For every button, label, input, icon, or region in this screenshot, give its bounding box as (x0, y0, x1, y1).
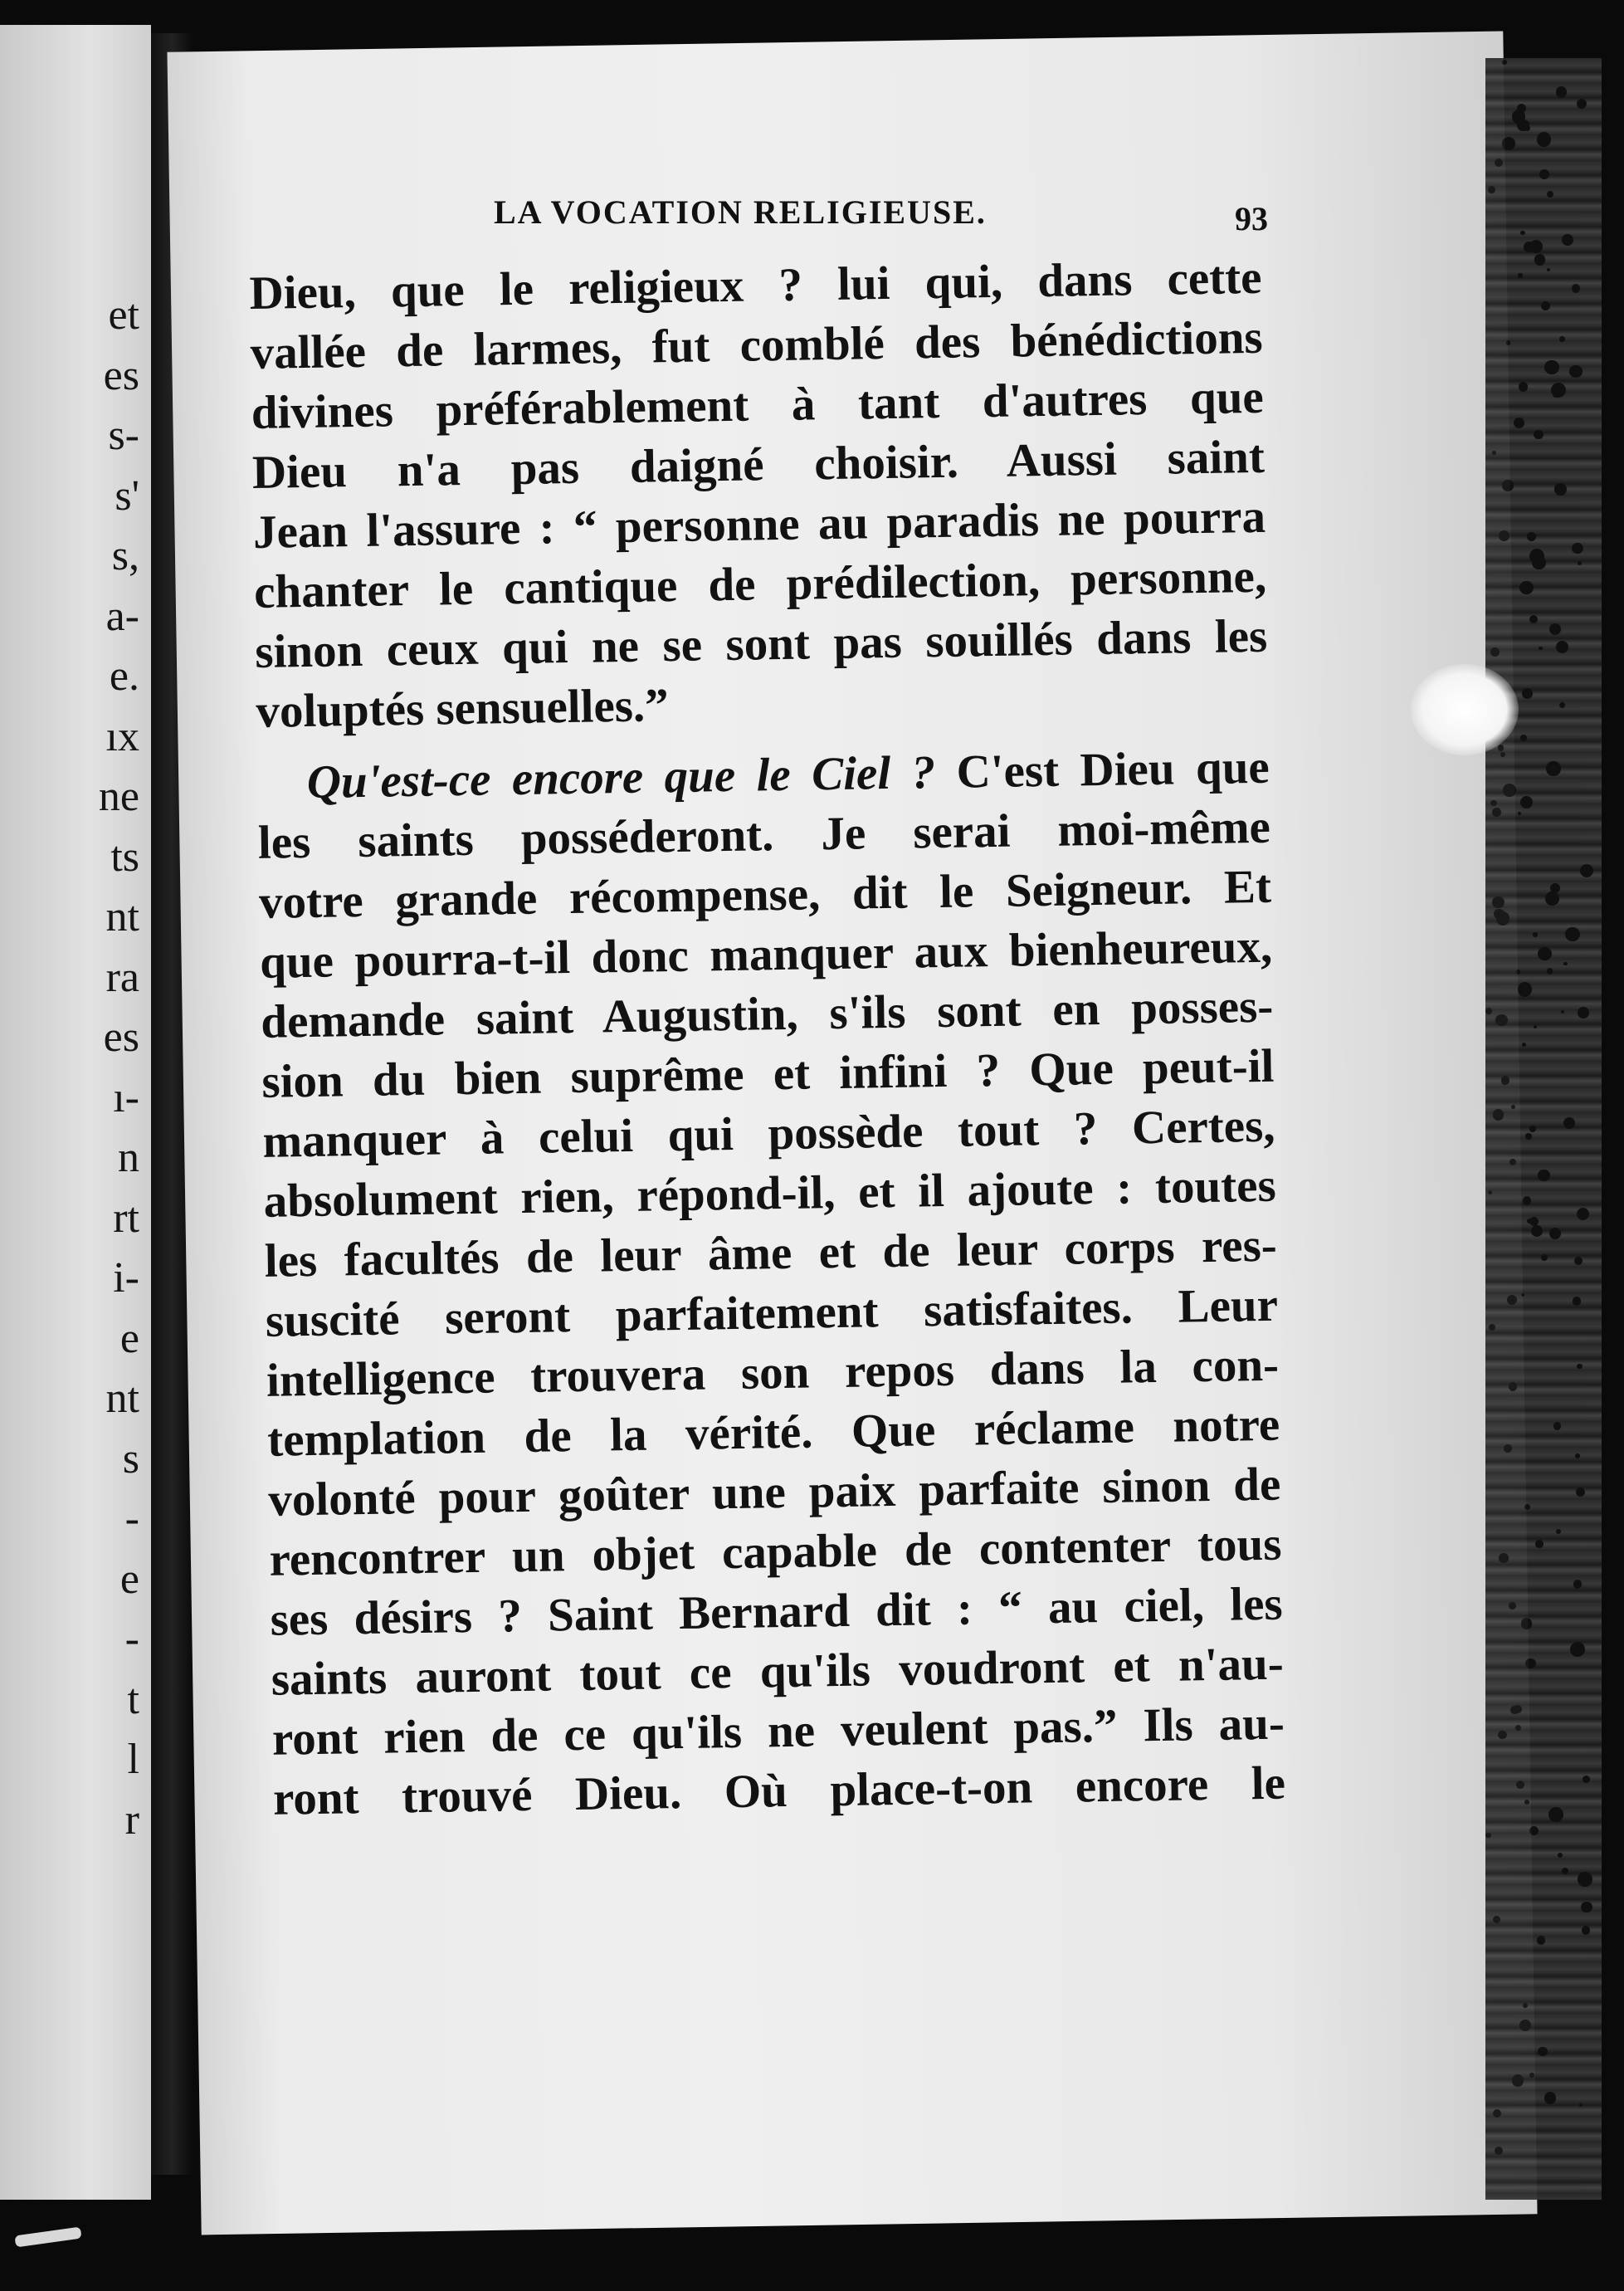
edge-speck (1519, 382, 1529, 392)
edge-speck (1517, 120, 1529, 131)
edge-speck (1565, 927, 1579, 941)
edge-speck (1492, 808, 1501, 817)
edge-speck (1522, 1043, 1526, 1047)
left-page-line-ending: - (124, 1615, 139, 1663)
corner-mark (14, 2227, 81, 2248)
edge-speck (1498, 745, 1504, 750)
left-page-line-ending: r (124, 1795, 139, 1844)
edge-speck (1578, 1872, 1592, 1887)
edge-speck (1551, 383, 1566, 398)
edge-speck (1562, 1868, 1568, 1874)
edge-speck (1582, 1926, 1590, 1934)
edge-speck (1485, 1008, 1492, 1014)
edge-speck (1541, 1254, 1548, 1262)
edge-speck (1539, 169, 1550, 180)
edge-speck (1489, 1324, 1495, 1331)
edge-speck (1546, 761, 1560, 775)
text-line: divines préférablement à tant d'autres que (251, 370, 1265, 439)
edge-speck (1520, 231, 1524, 235)
edge-speck (1507, 1295, 1517, 1305)
edge-speck (1518, 273, 1523, 278)
edge-speck (1556, 1529, 1561, 1534)
left-page-line-ending: rt (113, 1194, 139, 1242)
text-line: les facultés de leur âme et de leur corps res- (264, 1219, 1278, 1287)
text-line: templation de la vérité. Que réclame notre (266, 1398, 1280, 1467)
edge-speck (1517, 104, 1526, 113)
edge-speck (1500, 752, 1505, 757)
edge-speck (1553, 1422, 1562, 1430)
left-page-line-ending: es (103, 351, 139, 399)
edge-speck (1569, 365, 1583, 379)
edge-speck (1573, 1297, 1581, 1305)
edge-speck (1548, 1807, 1563, 1822)
text-line: voluptés sensuelles.” (255, 679, 670, 738)
edge-speck (1547, 968, 1553, 975)
text-line: manquer à celui qui possède tout ? Certes, (262, 1099, 1275, 1168)
edge-speck (1554, 483, 1567, 496)
text-line: volonté pour goûter une paix parfaite sinon de (267, 1458, 1281, 1527)
edge-speck (1511, 1105, 1515, 1109)
edge-speck (1529, 1217, 1539, 1226)
text-line: Dieu, que le religieux ? lui qui, dans cette (249, 251, 1262, 320)
edge-speck (1502, 137, 1515, 150)
text-line: saints auront tout ce qu'ils voudront et n'au- (271, 1637, 1285, 1706)
edge-speck (1563, 1117, 1576, 1130)
left-page-line-ending: - (124, 1495, 139, 1542)
edge-speck (1499, 530, 1509, 541)
edge-speck (1544, 2092, 1556, 2103)
text-line: sinon ceux qui ne se sont pas souillés dans les (254, 609, 1268, 678)
left-page-line-ending: es (103, 1014, 139, 1061)
edge-speck (1563, 962, 1567, 965)
edge-speck (1534, 430, 1544, 440)
paragraph-2 (256, 738, 1285, 1829)
edge-speck (1512, 2074, 1524, 2086)
edge-speck (1488, 186, 1495, 193)
text-line: Dieu n'a pas daigné choisir. Aussi saint (251, 430, 1266, 499)
edge-speck (1556, 86, 1568, 98)
edge-speck (1524, 1800, 1529, 1805)
left-page-line-ending: ne (98, 773, 139, 820)
left-page-line-ending: l (127, 1736, 139, 1783)
edge-speck (1506, 340, 1510, 344)
text-line: ront trouvé Dieu. Où place-t-on encore le (272, 1756, 1286, 1825)
edge-speck (1519, 2020, 1531, 2031)
edge-speck (1518, 982, 1532, 996)
text-span: C'est Dieu que (956, 740, 1270, 799)
edge-speck (1579, 2103, 1583, 2108)
left-page-line-ending: a- (105, 592, 139, 640)
edge-speck (1518, 812, 1521, 815)
edge-speck (1520, 796, 1533, 808)
edge-speck (1516, 1781, 1524, 1789)
edge-speck (1534, 254, 1545, 265)
edge-speck (1580, 864, 1593, 877)
edge-speck (1559, 702, 1565, 708)
text-line: ront rien de ce qu'ils ne veulent pas.” Ils au- (271, 1697, 1285, 1766)
text-line: votre grande récompense, dit le Seigneur. Et (258, 860, 1272, 929)
edge-speck (1531, 1225, 1543, 1237)
edge-speck (1541, 301, 1550, 310)
edge-speck (1532, 556, 1545, 569)
left-page-line-ending: s- (108, 412, 139, 459)
left-page-line-ending: nt (105, 893, 139, 940)
edge-speck (1509, 1382, 1518, 1391)
edge-speck (1495, 159, 1503, 167)
edge-speck (1490, 647, 1500, 657)
edge-speck (1547, 191, 1553, 198)
edge-speck (1496, 911, 1510, 926)
edge-speck (1523, 2003, 1528, 2008)
edge-speck (1534, 1025, 1537, 1028)
left-page-line-ending: e (119, 1314, 139, 1362)
text-line: Jean l'assure : “ personne au paradis ne pourra (252, 490, 1266, 559)
edge-speck (1529, 1126, 1535, 1131)
edge-speck (1495, 2147, 1503, 2155)
edge-speck (1501, 1076, 1509, 1084)
edge-speck (1578, 561, 1582, 565)
edge-speck (1529, 2073, 1534, 2078)
edge-speck (1583, 1776, 1590, 1783)
edge-speck (1493, 1916, 1500, 1923)
left-page-line-ending: ı- (113, 1073, 139, 1121)
edge-speck (1529, 1826, 1539, 1835)
edge-speck (1559, 336, 1565, 342)
edge-speck (1514, 418, 1524, 428)
edge-speck (1492, 896, 1505, 909)
edge-speck (1492, 451, 1496, 455)
left-page-line-ending: nt (105, 1375, 139, 1422)
left-page-line-ending: s, (111, 532, 139, 579)
edge-speck (1576, 1487, 1585, 1497)
edge-speck (1537, 132, 1551, 146)
edge-speck (1498, 1731, 1507, 1740)
edge-speck (1516, 970, 1520, 974)
edge-speck (1538, 1170, 1549, 1181)
edge-speck (1510, 1706, 1519, 1715)
text-line: sion du bien suprême et infini ? Que peut-il (261, 1039, 1275, 1108)
edge-speck (1578, 1007, 1590, 1019)
edge-speck (1493, 1109, 1504, 1120)
edge-speck (1525, 1133, 1532, 1140)
edge-speck (1485, 1833, 1490, 1838)
edge-speck (1561, 1010, 1564, 1014)
edge-speck (1509, 1159, 1516, 1165)
edge-speck (1529, 240, 1543, 253)
edge-speck (1525, 1658, 1535, 1668)
paragraph-1 (249, 248, 1269, 742)
edge-speck (1502, 480, 1513, 491)
left-page-line-ending: ıx (105, 712, 139, 760)
edge-speck (1556, 641, 1568, 653)
edge-speck (1527, 532, 1536, 541)
page-number: 93 (1235, 200, 1268, 237)
edge-speck (1522, 688, 1533, 699)
edge-speck (1573, 1580, 1582, 1588)
left-page-line-ending: s' (115, 471, 139, 520)
left-page-line-ending: e (119, 1555, 139, 1603)
text-line: intelligence trouvera son repos dans la con- (266, 1338, 1280, 1407)
edge-speck (1515, 1725, 1521, 1731)
edge-speck (1493, 2109, 1501, 2118)
edge-speck (1503, 784, 1516, 797)
edge-speck (1529, 615, 1538, 623)
page-edge (1485, 58, 1602, 2200)
edge-speck (1581, 1902, 1592, 1912)
edge-speck (1577, 1208, 1589, 1220)
edge-speck (1570, 1642, 1585, 1657)
left-page-line-ending: ts (110, 833, 139, 881)
paper-stain (1411, 664, 1519, 755)
text-line: suscité seront parfaitement satisfaites. Leur (265, 1278, 1279, 1347)
edge-speck (1535, 1540, 1544, 1548)
edge-speck (1558, 1853, 1563, 1858)
edge-speck (1572, 543, 1583, 554)
edge-speck (1488, 1190, 1492, 1194)
text-line: absolument rien, répond-il, et il ajoute : toutes (263, 1159, 1277, 1228)
left-page-line-ending: t (127, 1675, 139, 1723)
edge-speck (1537, 1936, 1545, 1944)
body-text (249, 248, 1285, 1829)
edge-speck (1577, 99, 1587, 109)
edge-speck (1520, 735, 1527, 741)
edge-speck (1538, 947, 1552, 961)
edge-speck (1562, 234, 1573, 246)
edge-speck (1509, 1602, 1516, 1610)
left-facing-page (0, 25, 151, 2200)
left-page-line-ending: ra (105, 953, 139, 1001)
text-line: rencontrer un objet capable de contenter tous (269, 1517, 1282, 1586)
left-page-line-ending: s (122, 1434, 139, 1483)
edge-speck (1519, 581, 1533, 594)
text-line: ses désirs ? Saint Bernard dit : “ au ciel, les (270, 1577, 1284, 1646)
text-line: chanter le cantique de prédilection, personne, (253, 550, 1267, 618)
edge-speck (1524, 1504, 1530, 1510)
edge-speck (1547, 268, 1550, 271)
edge-speck (1533, 932, 1538, 937)
edge-speck (1572, 284, 1580, 292)
edge-speck (1504, 1444, 1511, 1452)
edge-speck (1539, 647, 1542, 650)
left-page-line-ending: i- (113, 1254, 139, 1302)
edge-speck (1521, 1618, 1532, 1629)
edge-speck (1544, 360, 1558, 374)
edge-speck (1490, 800, 1496, 806)
edge-speck (1545, 891, 1559, 906)
left-page-line-ending: n (118, 1134, 139, 1181)
edge-speck (1549, 1228, 1561, 1239)
running-head: LA VOCATION RELIGIEUSE. (494, 193, 987, 231)
edge-speck (1538, 2047, 1547, 2056)
edge-speck (1549, 623, 1561, 635)
left-page-line-ending: e. (109, 652, 139, 700)
edge-speck (1523, 1196, 1531, 1204)
edge-speck (1575, 1453, 1580, 1458)
text-line: que pourra-t-il donc manquer aux bienheureux, (259, 920, 1273, 989)
edge-speck (1521, 1293, 1524, 1297)
edge-speck (1495, 1014, 1507, 1026)
text-line: vallée de larmes, fut comblé des bénédictions (250, 310, 1264, 379)
edge-speck (1502, 60, 1507, 65)
text-line: les saints posséderont. Je serai moi-même (257, 800, 1271, 869)
text-line: demande saint Augustin, s'ils sont en posses- (260, 979, 1274, 1048)
edge-speck (1577, 1364, 1582, 1369)
left-page-line-ending: et (108, 291, 139, 339)
edge-speck (1499, 1553, 1509, 1563)
italic-question: Qu'est-ce encore que le Ciel ? (306, 746, 936, 808)
edge-speck (1574, 1257, 1583, 1265)
